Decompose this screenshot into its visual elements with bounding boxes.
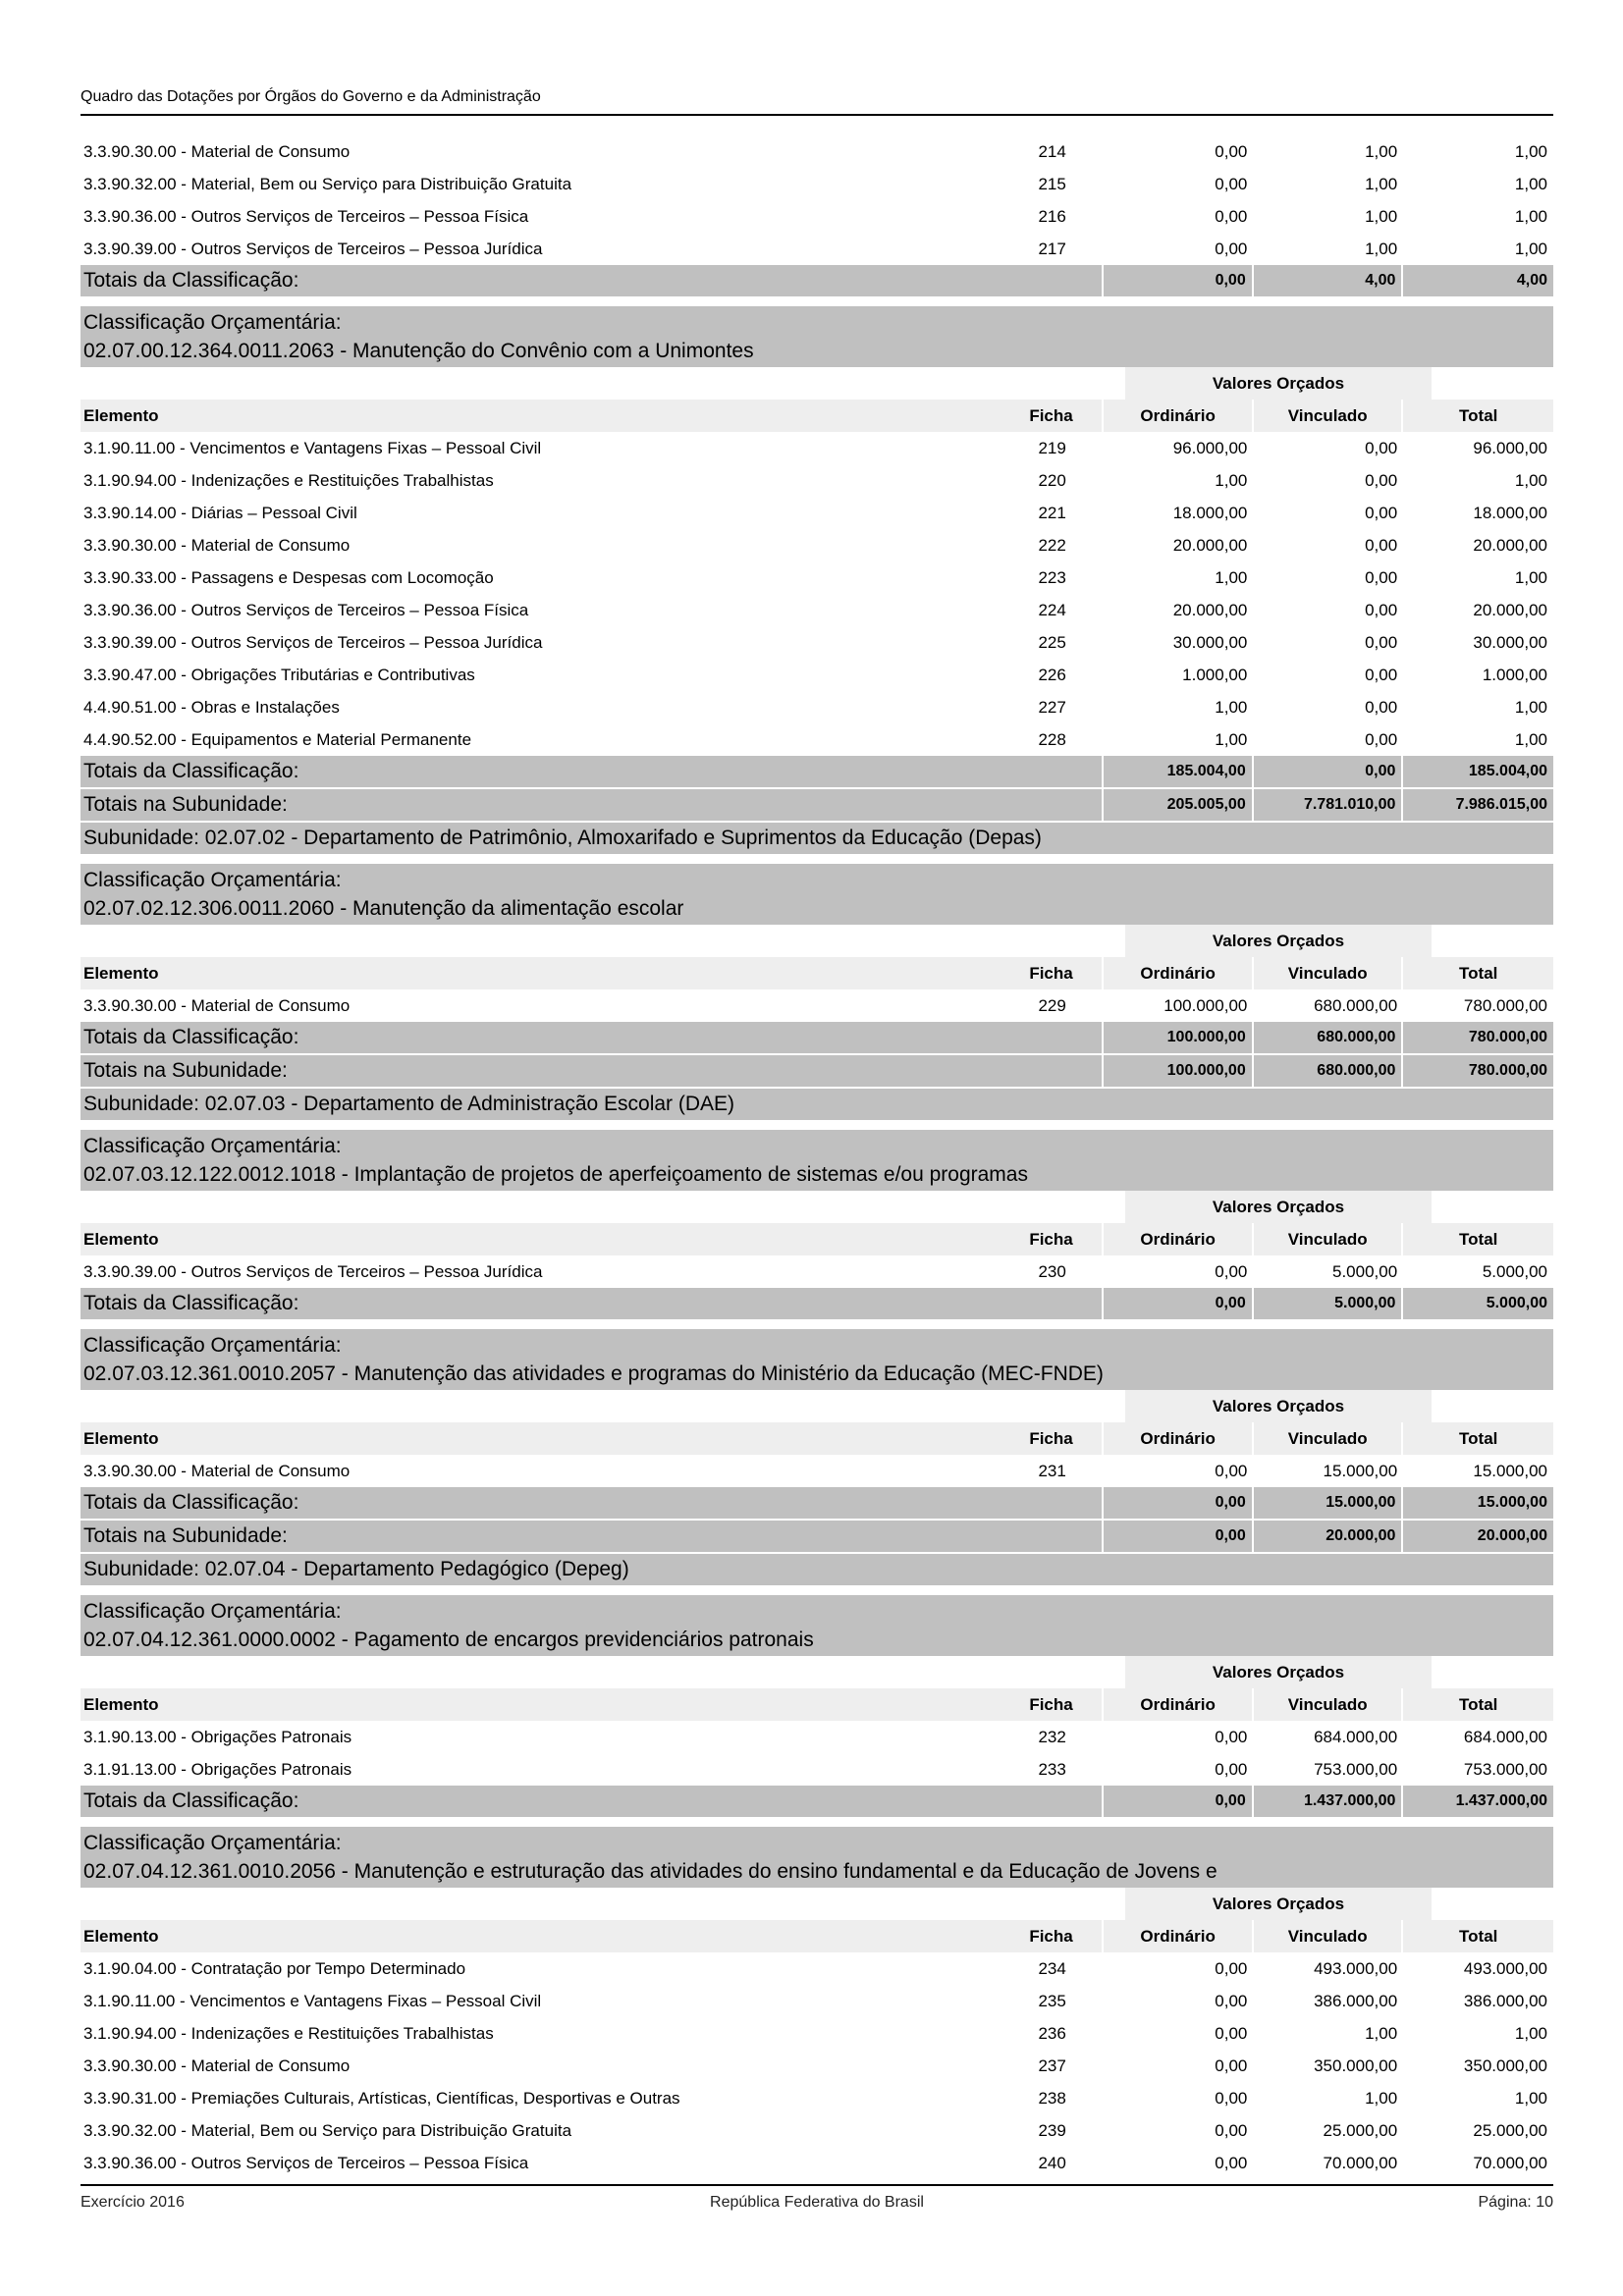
footer-exercise: Exercício 2016: [81, 2194, 185, 2211]
ordinario-total: 0,00: [1104, 1487, 1254, 1519]
elemento-cell: 3.3.90.32.00 - Material, Bem ou Serviço para Distribuição Gratuita: [83, 2120, 572, 2140]
table-row: [81, 989, 1553, 1022]
values-group-header: [81, 925, 1553, 957]
elemento-cell: 3.3.90.36.00 - Outros Serviços de Terceiros – Pessoa Física: [83, 600, 529, 619]
spacer: [81, 1390, 1125, 1422]
col-ficha: Ficha: [1001, 1688, 1105, 1721]
total-cell: 684.000,00: [1463, 1727, 1548, 1746]
vinculado-cell: 0,00: [1365, 438, 1398, 457]
table-row: [81, 561, 1553, 594]
col-total: Total: [1459, 1695, 1498, 1714]
table-header: [81, 1223, 1553, 1255]
col-elemento: Elemento: [83, 1428, 159, 1448]
table-row: [81, 200, 1553, 233]
ficha-cell: 232: [1038, 1727, 1066, 1746]
totals-label: Totais na Subunidade:: [83, 793, 288, 816]
footer-country: República Federativa do Brasil: [710, 2194, 924, 2211]
vinculado-total: 1.437.000,00: [1254, 1786, 1404, 1817]
vinculado-total: 5.000,00: [1254, 1288, 1404, 1319]
subunit-totals-row: [81, 1055, 1553, 1087]
table-row: [81, 529, 1553, 561]
valores-orcados-label: Valores Orçados: [1125, 925, 1432, 957]
table-row: [81, 233, 1553, 265]
elemento-cell: 3.1.91.13.00 - Obrigações Patronais: [83, 1759, 352, 1779]
classification-label: Classificação Orçamentária:: [83, 1135, 342, 1157]
table-row: [81, 168, 1553, 200]
ordinario-cell: 0,00: [1215, 141, 1248, 161]
header-divider: [81, 114, 1553, 116]
total-cell: 15.000,00: [1473, 1461, 1548, 1480]
ordinario-cell: 96.000,00: [1172, 438, 1248, 457]
col-ficha: Ficha: [1001, 1920, 1105, 1952]
ordinario-cell: 100.000,00: [1163, 995, 1248, 1015]
totals-label: Totais da Classificação:: [83, 1026, 299, 1048]
ficha-cell: 222: [1038, 535, 1066, 555]
classification-heading: [81, 864, 1553, 925]
vinculado-cell: 1,00: [1365, 206, 1398, 226]
col-vinculado: Vinculado: [1254, 400, 1404, 432]
ordinario-cell: 0,00: [1215, 1958, 1248, 1978]
ficha-cell: 216: [1038, 206, 1066, 226]
total-cell: 493.000,00: [1463, 1958, 1548, 1978]
table-row: [81, 1721, 1553, 1753]
ordinario-cell: 1,00: [1215, 470, 1248, 490]
valores-orcados-label: Valores Orçados: [1125, 1888, 1432, 1920]
values-group-header: [81, 367, 1553, 400]
ordinario-total: 100.000,00: [1104, 1022, 1254, 1053]
elemento-cell: 3.3.90.39.00 - Outros Serviços de Terceiros – Pessoa Jurídica: [83, 239, 543, 258]
ordinario-cell: 0,00: [1215, 2088, 1248, 2108]
ficha-cell: 219: [1038, 438, 1066, 457]
vinculado-total: 15.000,00: [1254, 1487, 1404, 1519]
page-title: Quadro das Dotações por Órgãos do Governo e da Administração: [81, 88, 541, 105]
col-vinculado: Vinculado: [1254, 1422, 1404, 1455]
valores-orcados-label: Valores Orçados: [1125, 1191, 1432, 1223]
classification-heading: [81, 1329, 1553, 1390]
col-ficha: Ficha: [1001, 957, 1105, 989]
ordinario-total: 0,00: [1104, 1288, 1254, 1319]
elemento-cell: 3.3.90.31.00 - Premiações Culturais, Artísticas, Científicas, Desportivas e Outras: [83, 2088, 680, 2108]
ordinario-cell: 20.000,00: [1172, 600, 1248, 619]
classification-totals-row: [81, 1786, 1553, 1817]
elemento-cell: 3.1.90.11.00 - Vencimentos e Vantagens Fixas – Pessoal Civil: [83, 438, 542, 457]
ordinario-cell: 1.000,00: [1182, 665, 1248, 684]
ficha-cell: 224: [1038, 600, 1066, 619]
total-cell: 1,00: [1514, 729, 1548, 749]
vinculado-cell: 350.000,00: [1314, 2056, 1398, 2075]
subunit-totals-row: [81, 789, 1553, 821]
total-cell: 1,00: [1514, 470, 1548, 490]
classification-label: Classificação Orçamentária:: [83, 311, 342, 334]
total-cell: 1,00: [1514, 697, 1548, 717]
ficha-cell: 221: [1038, 503, 1066, 522]
total-cell: 386.000,00: [1463, 1991, 1548, 2010]
classification-label: Classificação Orçamentária:: [83, 1600, 342, 1623]
ficha-cell: 238: [1038, 2088, 1066, 2108]
vinculado-cell: 1,00: [1365, 141, 1398, 161]
classification-code: 02.07.04.12.361.0000.0002 - Pagamento de encargos previdenciários patronais: [83, 1629, 814, 1651]
col-total: Total: [1459, 1927, 1498, 1946]
total-total: 185.004,00: [1468, 763, 1547, 779]
elemento-cell: 3.3.90.30.00 - Material de Consumo: [83, 141, 351, 161]
elemento-cell: 3.3.90.30.00 - Material de Consumo: [83, 535, 351, 555]
empty-cell: [1000, 789, 1104, 821]
vinculado-cell: 0,00: [1365, 729, 1398, 749]
totals-label: Totais da Classificação:: [83, 269, 299, 292]
ordinario-total: 0,00: [1104, 1786, 1254, 1817]
ficha-cell: 227: [1038, 697, 1066, 717]
vinculado-cell: 0,00: [1365, 632, 1398, 652]
col-ficha: Ficha: [1001, 1223, 1105, 1255]
empty-cell: [1000, 1786, 1104, 1817]
classification-code: 02.07.03.12.361.0010.2057 - Manutenção das atividades e programas do Ministério da Educação (MEC-FNDE): [83, 1362, 1104, 1385]
total-cell: 25.000,00: [1473, 2120, 1548, 2140]
ordinario-cell: 0,00: [1215, 174, 1248, 193]
table-header: [81, 1688, 1553, 1721]
elemento-cell: 3.1.90.04.00 - Contratação por Tempo Determinado: [83, 1958, 466, 1978]
total-total: 780.000,00: [1468, 1029, 1547, 1045]
total-cell: 350.000,00: [1463, 2056, 1548, 2075]
classification-heading: [81, 306, 1553, 367]
total-cell: 18.000,00: [1473, 503, 1548, 522]
classification-heading: [81, 1130, 1553, 1191]
total-cell: 96.000,00: [1473, 438, 1548, 457]
table-row: [81, 691, 1553, 723]
vinculado-cell: 15.000,00: [1323, 1461, 1398, 1480]
spacer: [81, 1191, 1125, 1223]
table-row: [81, 1255, 1553, 1288]
total-cell: 1,00: [1514, 174, 1548, 193]
ordinario-cell: 20.000,00: [1172, 535, 1248, 555]
ordinario-cell: 0,00: [1215, 1727, 1248, 1746]
total-cell: 5.000,00: [1482, 1261, 1548, 1281]
empty-cell: [1000, 756, 1104, 787]
table-row: [81, 432, 1553, 464]
classification-heading: [81, 1595, 1553, 1656]
total-cell: 1,00: [1514, 239, 1548, 258]
table-row: [81, 2017, 1553, 2050]
total-cell: 1,00: [1514, 567, 1548, 587]
ficha-cell: 230: [1038, 1261, 1066, 1281]
values-group-header: [81, 1888, 1553, 1920]
elemento-cell: 3.3.90.32.00 - Material, Bem ou Serviço para Distribuição Gratuita: [83, 174, 572, 193]
col-total: Total: [1459, 1429, 1498, 1448]
table-row: [81, 723, 1553, 756]
ficha-cell: 215: [1038, 174, 1066, 193]
classification-totals-row: [81, 1022, 1553, 1053]
ficha-cell: 220: [1038, 470, 1066, 490]
table-row: [81, 2147, 1553, 2179]
table-row: [81, 1952, 1553, 1985]
empty-cell: [1000, 1487, 1104, 1519]
total-total: 20.000,00: [1477, 1527, 1547, 1544]
ordinario-cell: 18.000,00: [1172, 503, 1248, 522]
ficha-cell: 235: [1038, 1991, 1066, 2010]
table-row: [81, 626, 1553, 659]
classification-code: 02.07.02.12.306.0011.2060 - Manutenção da alimentação escolar: [83, 897, 684, 920]
footer-page-number: Página: 10: [1478, 2194, 1553, 2211]
classification-totals-row: [81, 265, 1553, 296]
total-cell: 70.000,00: [1473, 2153, 1548, 2172]
ordinario-total: 100.000,00: [1104, 1055, 1254, 1087]
vinculado-total: 7.781.010,00: [1254, 789, 1404, 821]
spacer: [81, 1656, 1125, 1688]
vinculado-cell: 493.000,00: [1314, 1958, 1398, 1978]
col-total: Total: [1459, 964, 1498, 983]
vinculado-cell: 5.000,00: [1332, 1261, 1398, 1281]
col-ordinario: Ordinário: [1104, 957, 1254, 989]
totals-label: Totais da Classificação:: [83, 1491, 299, 1514]
total-total: 15.000,00: [1477, 1494, 1547, 1511]
subunit-totals-row: [81, 1521, 1553, 1552]
classification-label: Classificação Orçamentária:: [83, 1832, 342, 1854]
table-row: [81, 1753, 1553, 1786]
col-total: Total: [1459, 1230, 1498, 1249]
vinculado-cell: 25.000,00: [1323, 2120, 1398, 2140]
col-vinculado: Vinculado: [1254, 1688, 1404, 1721]
elemento-cell: 3.1.90.94.00 - Indenizações e Restituições Trabalhistas: [83, 470, 494, 490]
total-total: 1.437.000,00: [1455, 1792, 1547, 1809]
col-elemento: Elemento: [83, 405, 159, 425]
vinculado-total: 4,00: [1254, 265, 1404, 296]
ficha-cell: 240: [1038, 2153, 1066, 2172]
classification-label: Classificação Orçamentária:: [83, 1334, 342, 1357]
elemento-cell: 3.1.90.94.00 - Indenizações e Restituições Trabalhistas: [83, 2023, 494, 2043]
total-cell: 1,00: [1514, 141, 1548, 161]
ordinario-cell: 0,00: [1215, 2153, 1248, 2172]
classification-code: 02.07.00.12.364.0011.2063 - Manutenção do Convênio com a Unimontes: [83, 340, 754, 362]
table-row: [81, 2114, 1553, 2147]
ordinario-cell: 0,00: [1215, 1261, 1248, 1281]
vinculado-cell: 0,00: [1365, 697, 1398, 717]
classification-heading: [81, 1827, 1553, 1888]
vinculado-cell: 1,00: [1365, 239, 1398, 258]
table-header: [81, 957, 1553, 989]
ordinario-cell: 0,00: [1215, 206, 1248, 226]
ordinario-cell: 0,00: [1215, 2023, 1248, 2043]
col-elemento: Elemento: [83, 1926, 159, 1946]
ordinario-total: 0,00: [1104, 265, 1254, 296]
table-row: [81, 594, 1553, 626]
spacer: [81, 367, 1125, 400]
subunit-heading: Subunidade: 02.07.02 - Departamento de Patrimônio, Almoxarifado e Suprimentos da Educação (Depas): [81, 823, 1553, 854]
vinculado-cell: 1,00: [1365, 2088, 1398, 2108]
ficha-cell: 233: [1038, 1759, 1066, 1779]
col-elemento: Elemento: [83, 1229, 159, 1249]
valores-orcados-label: Valores Orçados: [1125, 1390, 1432, 1422]
elemento-cell: 3.3.90.47.00 - Obrigações Tributárias e Contributivas: [83, 665, 475, 684]
table-row: [81, 464, 1553, 497]
ordinario-cell: 0,00: [1215, 2056, 1248, 2075]
total-cell: 753.000,00: [1463, 1759, 1548, 1779]
ficha-cell: 234: [1038, 1958, 1066, 1978]
vinculado-cell: 0,00: [1365, 600, 1398, 619]
total-total: 5.000,00: [1486, 1295, 1547, 1311]
ordinario-cell: 0,00: [1215, 239, 1248, 258]
elemento-cell: 3.3.90.36.00 - Outros Serviços de Terceiros – Pessoa Física: [83, 206, 529, 226]
values-group-header: [81, 1191, 1553, 1223]
ficha-cell: 217: [1038, 239, 1066, 258]
col-ficha: Ficha: [1001, 1422, 1105, 1455]
empty-cell: [1000, 1288, 1104, 1319]
total-cell: 1,00: [1514, 2023, 1548, 2043]
col-vinculado: Vinculado: [1254, 1920, 1404, 1952]
elemento-cell: 4.4.90.51.00 - Obras e Instalações: [83, 697, 340, 717]
ordinario-cell: 0,00: [1215, 2120, 1248, 2140]
ordinario-total: 0,00: [1104, 1521, 1254, 1552]
elemento-cell: 3.3.90.30.00 - Material de Consumo: [83, 995, 351, 1015]
vinculado-cell: 0,00: [1365, 567, 1398, 587]
total-total: 4,00: [1516, 272, 1547, 289]
total-total: 7.986.015,00: [1455, 796, 1547, 813]
totals-label: Totais da Classificação:: [83, 1292, 299, 1314]
ordinario-cell: 1,00: [1215, 567, 1248, 587]
vinculado-cell: 1,00: [1365, 174, 1398, 193]
col-ordinario: Ordinário: [1104, 1920, 1254, 1952]
ficha-cell: 214: [1038, 141, 1066, 161]
valores-orcados-label: Valores Orçados: [1125, 1656, 1432, 1688]
elemento-cell: 3.1.90.13.00 - Obrigações Patronais: [83, 1727, 352, 1746]
ordinario-cell: 1,00: [1215, 729, 1248, 749]
ficha-cell: 239: [1038, 2120, 1066, 2140]
table-row: [81, 659, 1553, 691]
table-header: [81, 400, 1553, 432]
empty-cell: [1000, 1055, 1104, 1087]
ficha-cell: 229: [1038, 995, 1066, 1015]
vinculado-cell: 1,00: [1365, 2023, 1398, 2043]
classification-totals-row: [81, 1487, 1553, 1519]
col-elemento: Elemento: [83, 963, 159, 983]
table-row: [81, 1985, 1553, 2017]
ordinario-total: 185.004,00: [1104, 756, 1254, 787]
vinculado-cell: 753.000,00: [1314, 1759, 1398, 1779]
col-ordinario: Ordinário: [1104, 1223, 1254, 1255]
elemento-cell: 4.4.90.52.00 - Equipamentos e Material Permanente: [83, 729, 472, 749]
ficha-cell: 237: [1038, 2056, 1066, 2075]
ficha-cell: 225: [1038, 632, 1066, 652]
col-vinculado: Vinculado: [1254, 957, 1404, 989]
ordinario-cell: 0,00: [1215, 1991, 1248, 2010]
elemento-cell: 3.3.90.30.00 - Material de Consumo: [83, 2056, 351, 2075]
spacer: [81, 925, 1125, 957]
vinculado-cell: 70.000,00: [1323, 2153, 1398, 2172]
total-cell: 780.000,00: [1463, 995, 1548, 1015]
ficha-cell: 223: [1038, 567, 1066, 587]
vinculado-cell: 0,00: [1365, 503, 1398, 522]
classification-totals-row: [81, 756, 1553, 787]
vinculado-total: 680.000,00: [1254, 1055, 1404, 1087]
table-row: [81, 2082, 1553, 2114]
subunit-heading: Subunidade: 02.07.04 - Departamento Pedagógico (Depeg): [81, 1554, 1553, 1585]
ordinario-cell: 1,00: [1215, 697, 1248, 717]
elemento-cell: 3.3.90.33.00 - Passagens e Despesas com Locomoção: [83, 567, 494, 587]
totals-label: Totais na Subunidade:: [83, 1524, 288, 1547]
ordinario-cell: 0,00: [1215, 1461, 1248, 1480]
ordinario-cell: 0,00: [1215, 1759, 1248, 1779]
col-ordinario: Ordinário: [1104, 400, 1254, 432]
total-cell: 1,00: [1514, 206, 1548, 226]
vinculado-cell: 0,00: [1365, 470, 1398, 490]
footer-divider: [81, 2184, 1553, 2186]
totals-label: Totais da Classificação:: [83, 1789, 299, 1812]
ficha-cell: 226: [1038, 665, 1066, 684]
valores-orcados-label: Valores Orçados: [1125, 367, 1432, 400]
col-elemento: Elemento: [83, 1694, 159, 1714]
table-row: [81, 135, 1553, 168]
total-cell: 1.000,00: [1482, 665, 1548, 684]
empty-cell: [1000, 1521, 1104, 1552]
ordinario-total: 205.005,00: [1104, 789, 1254, 821]
table-row: [81, 497, 1553, 529]
table-header: [81, 1920, 1553, 1952]
col-ordinario: Ordinário: [1104, 1688, 1254, 1721]
ficha-cell: 236: [1038, 2023, 1066, 2043]
subunit-heading: Subunidade: 02.07.03 - Departamento de Administração Escolar (DAE): [81, 1089, 1553, 1120]
totals-label: Totais da Classificação:: [83, 760, 299, 782]
spacer: [81, 1888, 1125, 1920]
elemento-cell: 3.3.90.14.00 - Diárias – Pessoal Civil: [83, 503, 357, 522]
totals-label: Totais na Subunidade:: [83, 1059, 288, 1082]
ficha-cell: 231: [1038, 1461, 1066, 1480]
col-total: Total: [1459, 406, 1498, 425]
classification-code: 02.07.04.12.361.0010.2056 - Manutenção e estruturação das atividades do ensino fundamental e da Educação de Jovens e: [83, 1860, 1217, 1883]
elemento-cell: 3.3.90.30.00 - Material de Consumo: [83, 1461, 351, 1480]
vinculado-cell: 684.000,00: [1314, 1727, 1398, 1746]
total-cell: 20.000,00: [1473, 535, 1548, 555]
ficha-cell: 228: [1038, 729, 1066, 749]
vinculado-cell: 386.000,00: [1314, 1991, 1398, 2010]
col-vinculado: Vinculado: [1254, 1223, 1404, 1255]
classification-label: Classificação Orçamentária:: [83, 869, 342, 891]
ordinario-cell: 30.000,00: [1172, 632, 1248, 652]
col-ficha: Ficha: [1001, 400, 1105, 432]
table-row: [81, 2050, 1553, 2082]
report-content: [81, 135, 1553, 2179]
vinculado-total: 20.000,00: [1254, 1521, 1404, 1552]
elemento-cell: 3.3.90.36.00 - Outros Serviços de Terceiros – Pessoa Física: [83, 2153, 529, 2172]
empty-cell: [1000, 1022, 1104, 1053]
total-total: 780.000,00: [1468, 1062, 1547, 1079]
classification-code: 02.07.03.12.122.0012.1018 - Implantação de projetos de aperfeiçoamento de sistemas e/ou programas: [83, 1163, 1028, 1186]
total-cell: 30.000,00: [1473, 632, 1548, 652]
total-cell: 1,00: [1514, 2088, 1548, 2108]
elemento-cell: 3.1.90.11.00 - Vencimentos e Vantagens Fixas – Pessoal Civil: [83, 1991, 542, 2010]
total-cell: 20.000,00: [1473, 600, 1548, 619]
empty-cell: [1000, 265, 1104, 296]
vinculado-cell: 0,00: [1365, 665, 1398, 684]
values-group-header: [81, 1656, 1553, 1688]
table-row: [81, 1455, 1553, 1487]
vinculado-cell: 0,00: [1365, 535, 1398, 555]
values-group-header: [81, 1390, 1553, 1422]
col-ordinario: Ordinário: [1104, 1422, 1254, 1455]
elemento-cell: 3.3.90.39.00 - Outros Serviços de Terceiros – Pessoa Jurídica: [83, 632, 543, 652]
vinculado-cell: 680.000,00: [1314, 995, 1398, 1015]
table-header: [81, 1422, 1553, 1455]
elemento-cell: 3.3.90.39.00 - Outros Serviços de Terceiros – Pessoa Jurídica: [83, 1261, 543, 1281]
vinculado-total: 0,00: [1254, 756, 1404, 787]
vinculado-total: 680.000,00: [1254, 1022, 1404, 1053]
classification-totals-row: [81, 1288, 1553, 1319]
